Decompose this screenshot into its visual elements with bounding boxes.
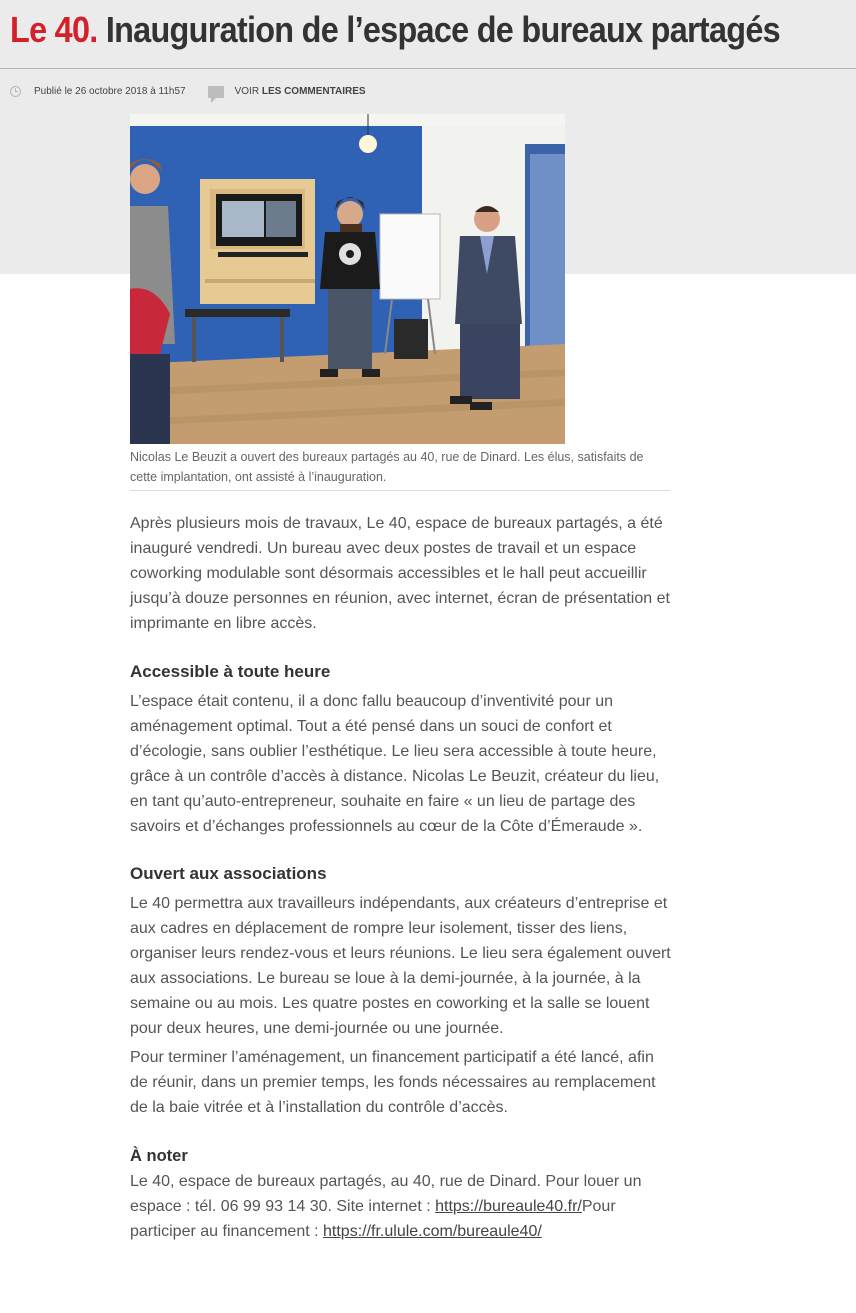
article-title [10,6,780,54]
section-heading-associations: Ouvert aux associations [130,864,327,883]
caption-divider [130,490,670,491]
note-text-funding: Pour participer au financement : [130,1198,616,1240]
title-text: Inauguration de l’espace de bureaux partagés [105,9,780,50]
section-funding-paragraph: Pour terminer l’aménagement, un financement participatif a été lancé, afin de réunir, dans un premier temps, les fonds nécessaires au remplacement de la baie vitrée et à l’installation du contrôle d’accès. [130,1049,656,1116]
section-heading-access: Accessible à toute heure [130,662,331,681]
comments-link[interactable] [235,86,366,97]
article-photo [130,114,565,444]
article-body [130,511,675,1244]
article-meta [10,82,366,100]
title-divider [0,68,856,69]
comments-prefix: VOIR [234,85,260,97]
note-text-contact: Le 40, espace de bureaux partagés, au 40, rue de Dinard. Pour louer un espace : tél. 06 99 93 14 30. Site internet : [130,1173,642,1215]
section-associations-paragraph: Le 40 permettra aux travailleurs indépendants, aux créateurs d’entreprise et aux cadres en déplacement de rompre leur isolement, tisser des liens, organiser leurs rendez-vous et leurs réunions. Le lieu sera également ouvert aux associations. Le bureau se loue à la demi-journée, à la journée, à la semaine ou au mois. Les quatre postes en coworking et la salle se louent pour deux heures, une demi-journée ou une journée. [130,895,671,1037]
clock-icon [10,86,21,97]
website-link[interactable]: https://bureaule40.fr/ [435,1198,582,1215]
ulule-link[interactable]: https://fr.ulule.com/bureaule40/ [323,1223,542,1240]
intro-paragraph: Après plusieurs mois de travaux, Le 40, espace de bureaux partagés, a été inauguré vendredi. Un bureau avec deux postes de travail et un espace coworking modulable sont désormais accessibles et le hall peut accueillir jusqu’à douze personnes en réunion, avec internet, écran de présentation et imprimante en libre accès. [130,515,670,632]
comments-label: LES COMMENTAIRES [261,85,366,97]
photo-caption: Nicolas Le Beuzit a ouvert des bureaux partagés au 40, rue de Dinard. Les élus, satisfaits de cette implantation, ont assisté à l’inauguration. [130,450,644,484]
note-paragraph [130,1169,675,1244]
note-heading: À noter [130,1147,188,1165]
section-access-paragraph: L’espace était contenu, il a donc fallu beaucoup d’inventivité pour un aménagement optimal. Tout a été pensé dans un souci de confort et d’écologie, sans oublier l’esthétique. Le lieu sera accessible à toute heure, grâce à un contrôle d’accès à distance. Nicolas Le Beuzit, créateur du lieu, en tant qu’auto-entrepreneur, souhaite en faire « un lieu de partage des savoirs et d’échanges professionnels au cœur de la Côte d’Émeraude ». [130,693,660,835]
comment-icon[interactable] [208,86,224,98]
published-date: Publié le 26 octobre 2018 à 11h57 [34,85,186,97]
title-kicker: Le 40. [10,9,98,50]
